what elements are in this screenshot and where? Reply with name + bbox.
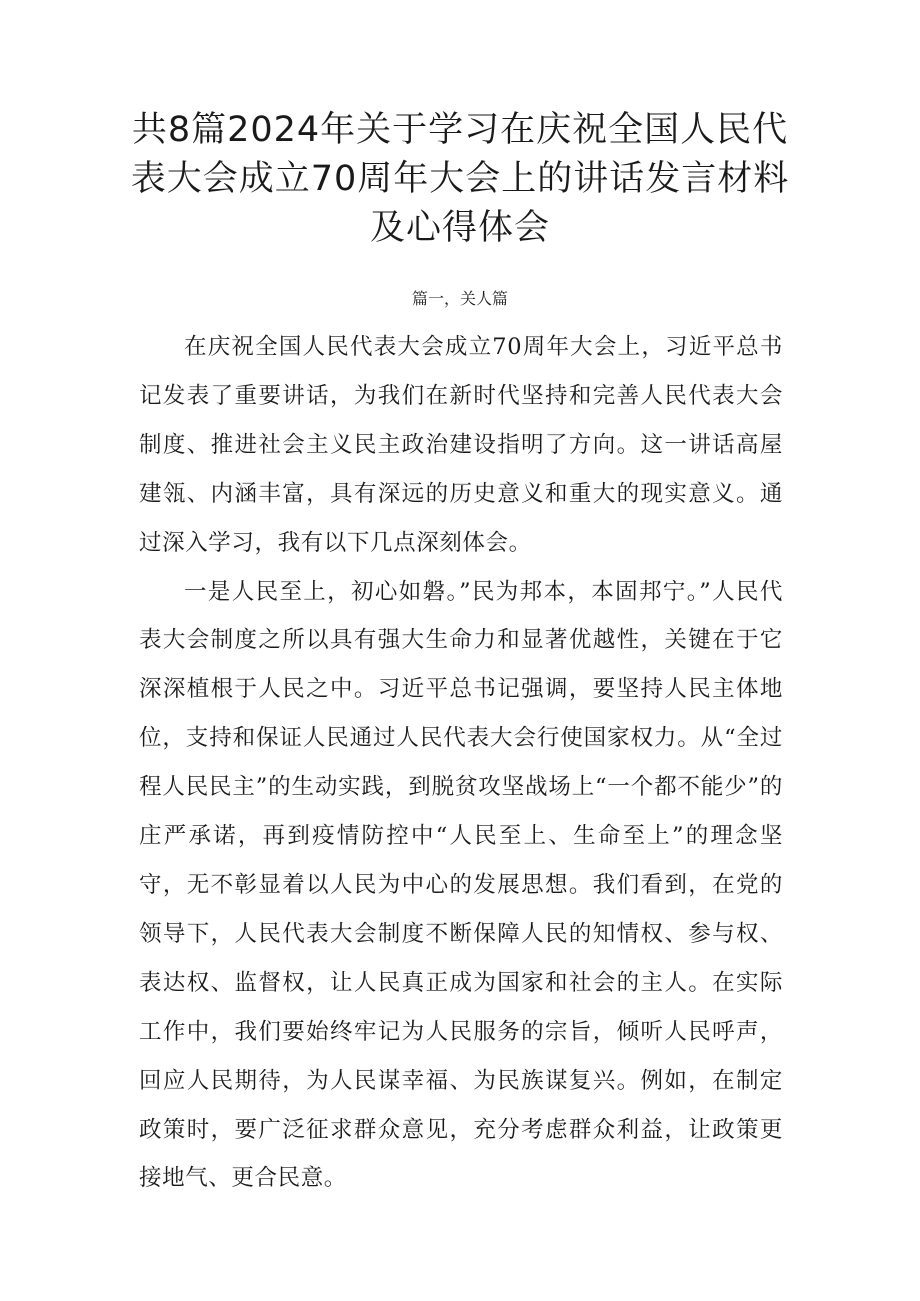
paragraph-intro: 在庆祝全国人民代表大会成立70周年大会上，习近平总书记发表了重要讲话，为我们在新时代坚持和完善人民代表大会制度、推进社会主义民主政治建设指明了方向。这一讲话高屋建瓴、内涵丰富，具有深远的历史意义和重大的现实意义。通过深入学习，我有以下几点深刻体会。: [139, 334, 783, 556]
document-title: 共8篇2024年关于学习在庆祝全国人民代表大会成立70周年大会上的讲话发言材料及心得体会: [130, 110, 790, 248]
section-heading: 篇一，关人篇: [411, 289, 508, 308]
document-body: [139, 323, 783, 1203]
paragraph-point-one: 一是人民至上，初心如磐。”民为邦本，本固邦宁。”人民代表大会制度之所以具有强大生命力和显著优越性，关键在于它深深植根于人民之中。习近平总书记强调，要坚持人民主体地位，支持和保证人民通过人民代表大会行使国家权力。从“全过程人民民主”的生动实践，到脱贫攻坚战场上“一个都不能少”的庄严承诺，再到疫情防控中“人民至上、生命至上”的理念坚守，无不彰显着以人民为中心的发展思想。我们看到，在党的领导下，人民代表大会制度不断保障人民的知情权、参与权、表达权、监督权，让人民真正成为国家和社会的主人。在实际工作中，我们要始终牢记为人民服务的宗旨，倾听人民呼声，回应人民期待，为人民谋幸福、为民族谋复兴。例如，在制定政策时，要广泛征求群众意见，充分考虑群众利益，让政策更接地气、更合民意。: [139, 578, 783, 1192]
